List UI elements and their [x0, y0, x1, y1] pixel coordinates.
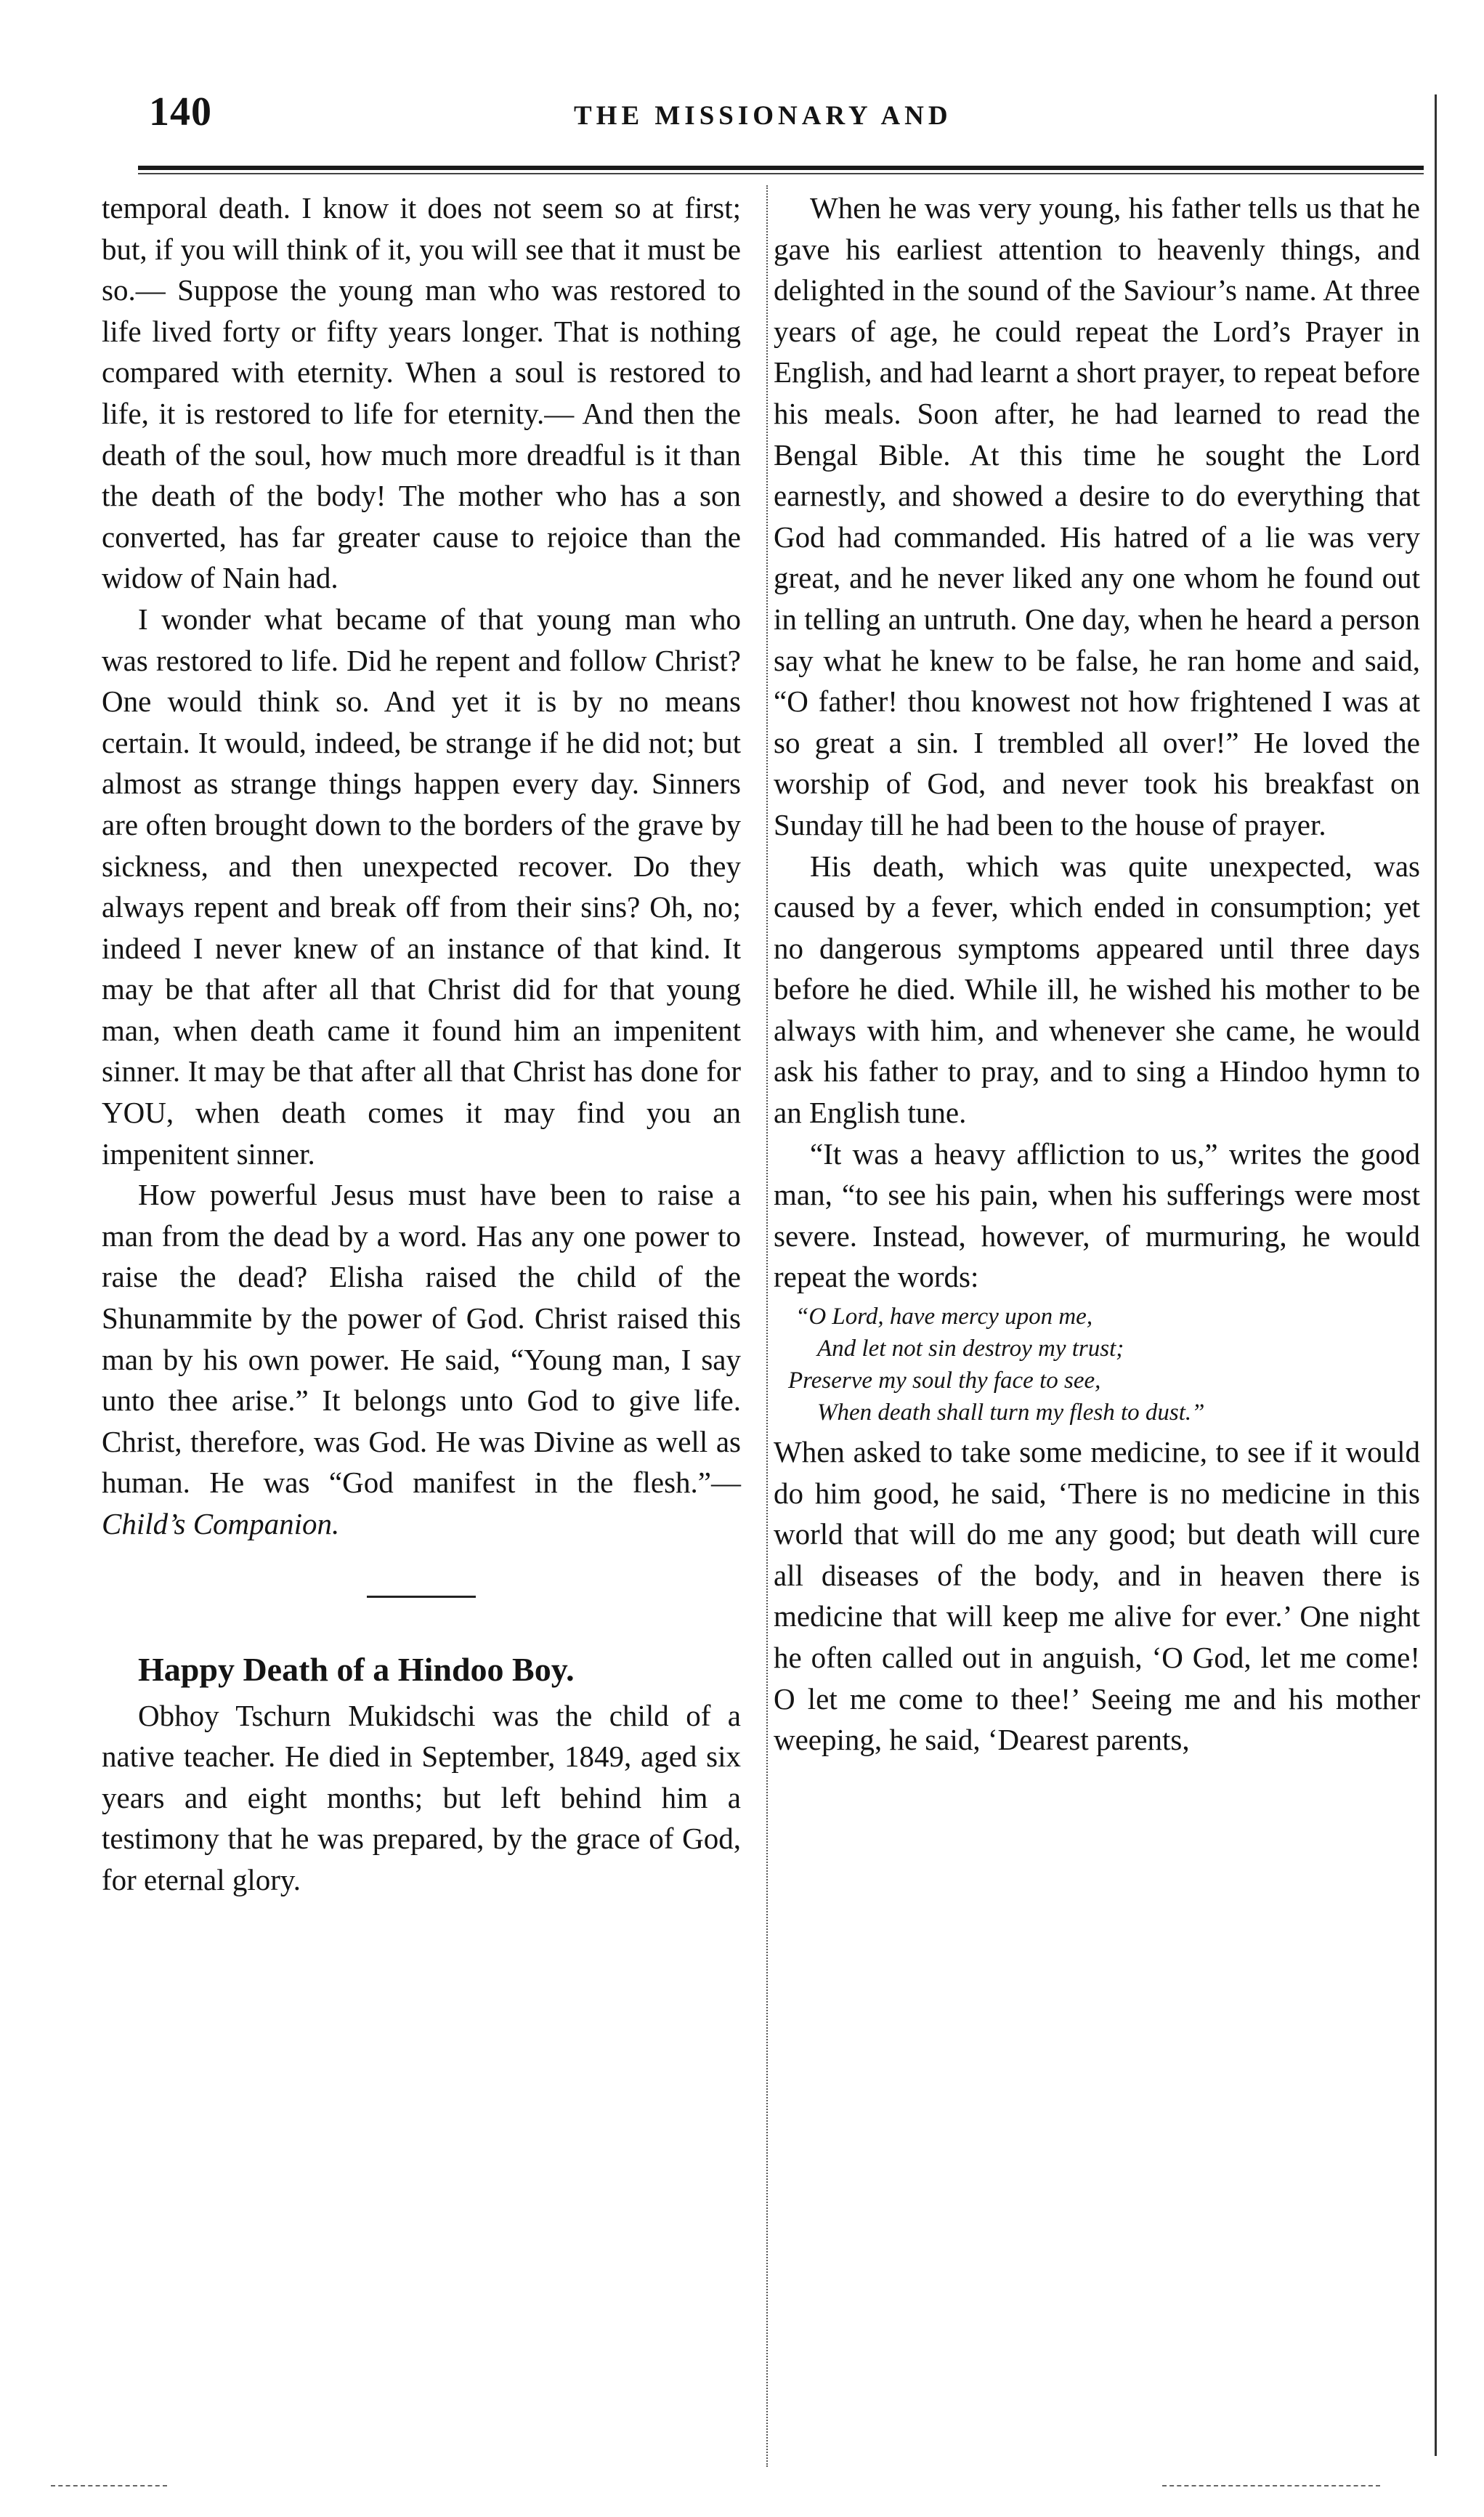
paragraph: I wonder what became of that young man who was restored to life. Did he repent and follow Christ? One would think so. And yet it is by no means certain. It would, indeed, be strange if he did not; but almost as strange things happen every day. Sinners are often brought down to the borders of the grave by sickness, and then unexpected recover. Do they always repent and break off from their sins? Oh, no; indeed I never knew of an instance of that kind. It may be that after all that Christ did for that young man, when death came it found him an impenitent sinner. It may be that after all that Christ has done for YOU, when death comes it may find you an impenitent sinner. — [102, 602, 741, 1171]
attribution: Child’s Companion. — [102, 1507, 340, 1540]
paragraph: “It was a heavy affliction to us,” writes the good man, “to see his pain, when his sufferings were most severe. Instead, however, of murmuring, he would repeat the words: — [774, 1136, 1420, 1294]
footer-mark — [51, 2485, 167, 2486]
paragraph — [102, 1174, 741, 1544]
left-column — [102, 187, 741, 1901]
column-divider — [766, 185, 768, 2467]
footer-mark — [1162, 2485, 1380, 2486]
verse-line: And let not sin destroy my trust; — [817, 1336, 1124, 1362]
paragraph: Obhoy Tschurn Mukidschi was the child of a native teacher. He died in September, 1849, aged six years and eight months; but left behind him a testimony that he was prepared, by the grace of God, for eternal glory. — [102, 1698, 741, 1896]
running-title: THE MISSIONARY AND — [574, 101, 952, 131]
right-column — [774, 187, 1420, 1761]
paragraph: When he was very young, his father tells us that he gave his earliest attention to heavenly things, and delighted in the sound of the Saviour’s name. At three years of age, he could repeat the Lord’s Prayer in English, and had learnt a short prayer, to repeat before his meals. Soon after, he had learned to read the Bengal Bible. At this time he sought the Lord earnestly, and showed a desire to do everything that God had commanded. His hatred of a lie was very great, and he never liked any one whom he found out in telling an untruth. One day, when he heard a person say what he knew to be false, he ran home and said, “O father! thou knowest not how frightened I was at so great a sin. I trembled all over!” He loved the worship of God, and never took his breakfast on Sunday till he had been to the house of prayer. — [774, 191, 1420, 841]
section-title: Happy Death of a Hindoo Boy. — [138, 1650, 575, 1688]
page-edge-line — [1435, 94, 1437, 2456]
verse-line: Preserve my soul thy face to see, — [788, 1367, 1101, 1394]
paragraph: When asked to take some medicine, to see if it would do him good, he said, ‘There is no medicine in this world that will do me any good; but death will cure all diseases of the body, and in heaven there is medicine that will keep me alive for ever.’ One night he often called out in anguish, ‘O God, let me come! O let me come to thee!’ Seeing me and his mother weeping, he said, ‘Dearest parents, — [774, 1435, 1420, 1757]
verse-line: “O Lord, have mercy upon me, — [795, 1304, 1093, 1330]
paragraph-text: How powerful Jesus must have been to raise a man from the dead by a word. Has any one power to raise the dead? Elisha raised the child of the Shunammite by the power of God. Christ raised this man by his own power. He said, “Young man, I say unto thee arise.” It belongs unto God to give life. Christ, therefore, was God. He was Divine as well as human. He was “God manifest in the flesh.”— — [102, 1178, 741, 1500]
page-number: 140 — [149, 89, 212, 134]
section-separator — [367, 1596, 476, 1598]
hymn-verse — [774, 1301, 1420, 1429]
header-rule — [138, 166, 1424, 170]
paragraph: His death, which was quite unexpected, was caused by a fever, which ended in consumption; yet no dangerous symptoms appeared until three days before he died. While ill, he wished his mother to be always with him, and whenever she came, he would ask his father to pray, and to sing a Hindoo hymn to an English tune. — [774, 849, 1420, 1130]
paragraph: temporal death. I know it does not seem so at first; but, if you will think of it, you will see that it must be so.— Suppose the young man who was restored to life lived forty or fifty years longer. That is nothing compared with eternity. When a soul is restored to life, it is restored to life for eternity.— And then the death of the soul, how much more dreadful is it than the death of the body! The mother who has a son converted, has far greater cause to rejoice than the widow of Nain had. — [102, 191, 741, 595]
verse-line: When death shall turn my flesh to dust.” — [817, 1399, 1205, 1426]
header-rule-thin — [138, 173, 1424, 174]
